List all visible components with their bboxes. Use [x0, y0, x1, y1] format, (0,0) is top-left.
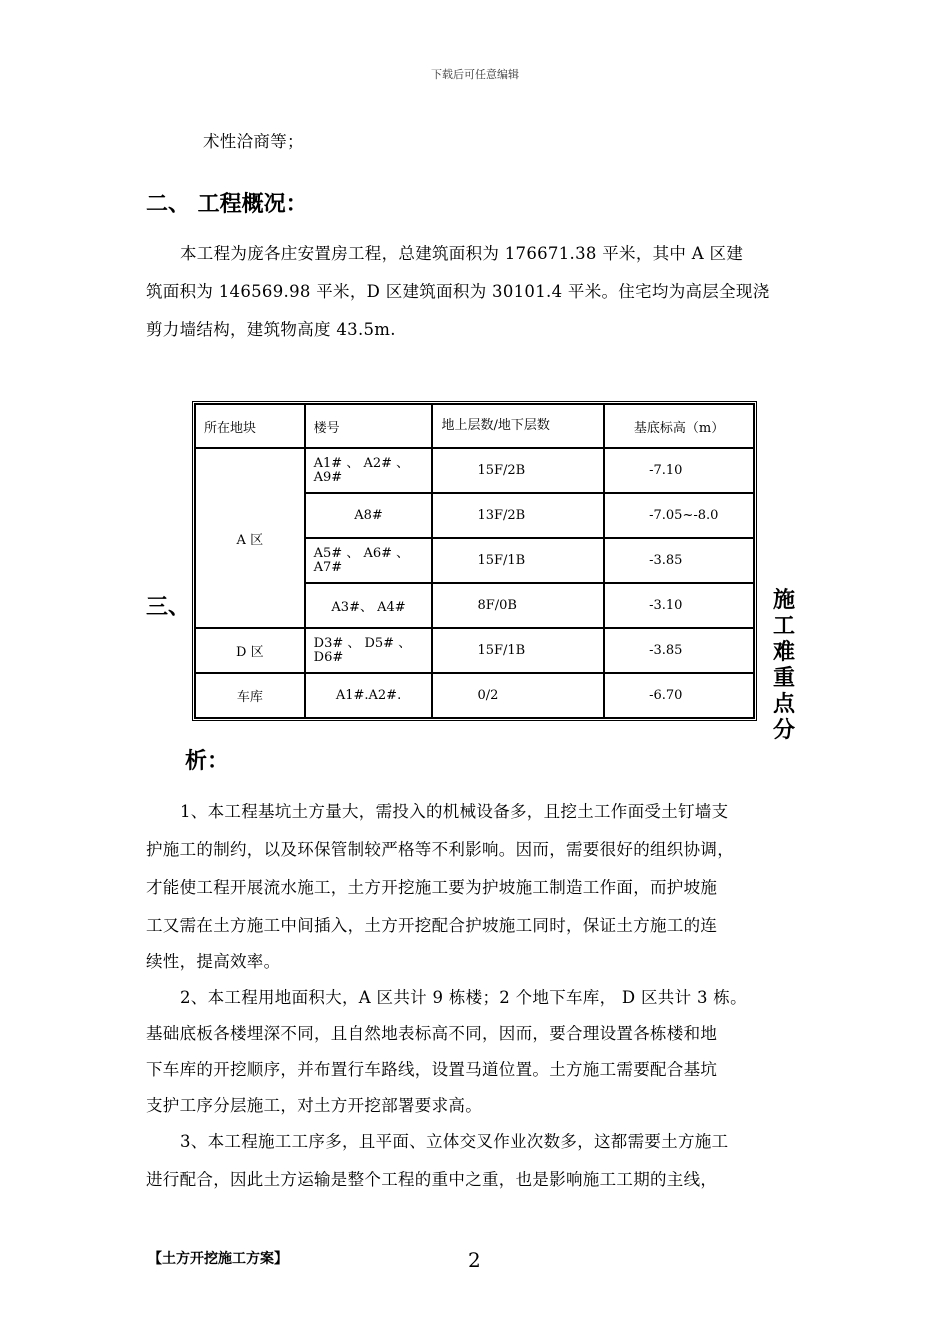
title-char: 分 [772, 718, 795, 743]
elevation-cell: -7.05~-8.0 [604, 493, 754, 538]
overview-line-1: 本工程为庞各庄安置房工程，总建筑面积为 176671.38 平米，其中 A 区建 [180, 244, 744, 263]
paragraph-line: 1、本工程基坑土方量大，需投入的机械设备多，且挖土工作面受土钉墙支 [180, 802, 729, 821]
table-row [195, 673, 754, 718]
paragraph-line: 续性，提高效率。 [146, 952, 281, 971]
paragraph-line: 工又需在土方施工中间插入，土方开挖配合护坡施工同时，保证土方施工的连 [146, 916, 718, 935]
section-3-title-tail: 析： [185, 749, 230, 774]
continued-line: 术性洽商等； [203, 132, 304, 151]
building-cell: A1# 、 A2# 、 A9# [305, 448, 433, 493]
paragraph-line: 基础底板各楼埋深不同，且自然地表标高不同，因而，要合理设置各栋楼和地 [146, 1024, 718, 1043]
floors-cell: 13F/2B [432, 493, 604, 538]
floors-cell: 15F/1B [432, 538, 604, 583]
header-floors: 地上层数/地下层数 [432, 404, 604, 448]
paragraph-line: 支护工序分层施工，对土方开挖部署要求高。 [146, 1096, 482, 1115]
header-note: 下载后可任意编辑 [431, 68, 519, 81]
title-char: 难 [772, 640, 795, 665]
elevation-cell: -3.10 [604, 583, 754, 628]
header-zone: 所在地块 [195, 404, 305, 448]
footer-doc-title: 【土方开挖施工方案】 [148, 1251, 288, 1267]
section-2-heading: 二、 工程概况： [146, 192, 308, 217]
building-cell: D3# 、 D5# 、 D6# [305, 628, 433, 673]
elevation-cell: -6.70 [604, 673, 754, 718]
page-number: 2 [468, 1248, 481, 1272]
paragraph-line: 护施工的制约，以及环保管制较严格等不利影响。因而，需要很好的组织协调， [146, 840, 734, 859]
zone-cell: A 区 [195, 448, 305, 628]
paragraph-line: 下车库的开挖顺序，并布置行车路线，设置马道位置。土方施工需要配合基坑 [146, 1060, 718, 1079]
building-cell: A3#、 A4# [305, 583, 433, 628]
building-table [192, 401, 757, 721]
table-row [195, 628, 754, 673]
elevation-cell: -3.85 [604, 628, 754, 673]
zone-cell: 车库 [195, 673, 305, 718]
floors-cell: 15F/1B [432, 628, 604, 673]
elevation-cell: -3.85 [604, 538, 754, 583]
paragraph-line: 进行配合，因此土方运输是整个工程的重中之重，也是影响施工工期的主线， [146, 1170, 718, 1189]
building-cell: A5# 、 A6# 、 A7# [305, 538, 433, 583]
building-cell: A8# [305, 493, 433, 538]
title-char: 点 [772, 692, 795, 717]
paragraph-line: 3、本工程施工工序多，且平面、立体交叉作业次数多，这都需要土方施工 [180, 1132, 729, 1151]
section-3-title-vertical [770, 588, 798, 744]
floors-cell: 0/2 [432, 673, 604, 718]
building-cell: A1#.A2#. [305, 673, 433, 718]
overview-line-2: 筑面积为 146569.98 平米，D 区建筑面积为 30101.4 平米。住宅均为高层全现浇 [146, 282, 770, 301]
paragraph-line: 才能使工程开展流水施工，土方开挖施工要为护坡施工制造工作面，而护坡施 [146, 878, 718, 897]
floors-cell: 15F/2B [432, 448, 604, 493]
title-char: 重 [772, 666, 795, 691]
title-char: 工 [772, 614, 795, 639]
table-header-row [195, 404, 754, 448]
zone-cell: D 区 [195, 628, 305, 673]
paragraph-line: 2、本工程用地面积大，A 区共计 9 栋楼；2 个地下车库， D 区共计 3 栋。 [180, 988, 747, 1007]
floors-cell: 8F/0B [432, 583, 604, 628]
table-row [195, 448, 754, 493]
section-3-number: 三、 [146, 595, 191, 620]
title-char: 施 [772, 588, 795, 613]
elevation-cell: -7.10 [604, 448, 754, 493]
overview-line-3: 剪力墙结构，建筑物高度 43.5m. [146, 320, 396, 339]
header-building: 楼号 [305, 404, 433, 448]
header-elevation: 基底标高（m） [604, 404, 754, 448]
